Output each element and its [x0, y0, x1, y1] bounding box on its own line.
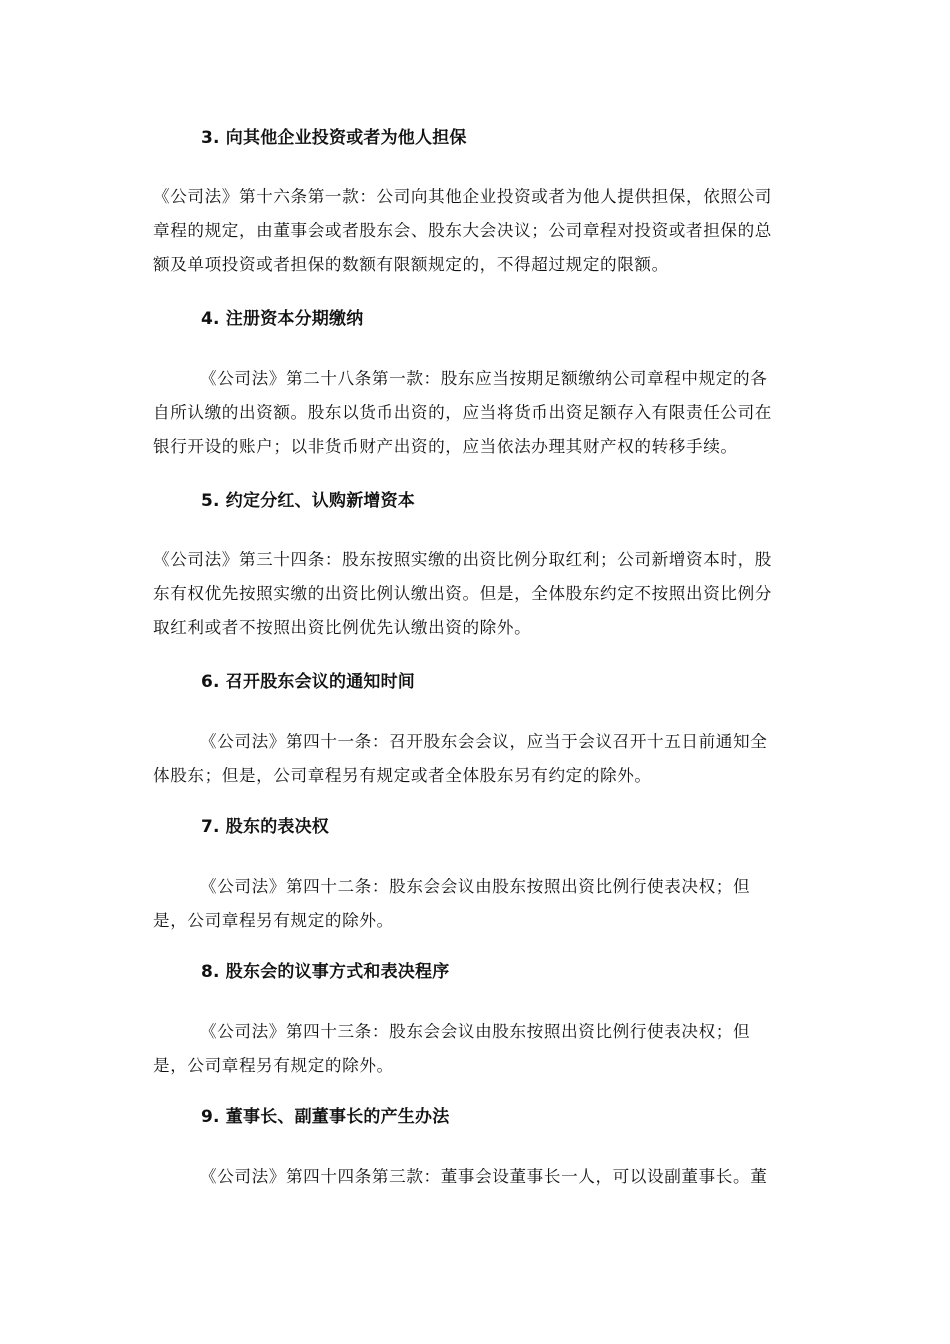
section-3-line-3: 额及单项投资或者担保的数额有限额规定的，不得超过规定的限额。	[153, 255, 669, 274]
section-3-paragraph	[153, 180, 817, 282]
section-3-heading: 3. 向其他企业投资或者为他人担保	[201, 128, 467, 148]
section-5-line-2: 东有权优先按照实缴的出资比例认缴出资。但是，全体股东约定不按照出资比例分	[153, 584, 772, 603]
section-8-line-1: 《公司法》第四十三条：股东会会议由股东按照出资比例行使表决权；但	[200, 1022, 751, 1041]
section-6-paragraph	[153, 725, 817, 793]
section-4-line-1: 《公司法》第二十八条第一款：股东应当按期足额缴纳公司章程中规定的各	[200, 369, 768, 388]
section-4-line-2: 自所认缴的出资额。股东以货币出资的，应当将货币出资足额存入有限责任公司在	[153, 403, 772, 422]
section-4-heading: 4. 注册资本分期缴纳	[201, 309, 364, 329]
section-7-heading: 7. 股东的表决权	[201, 817, 330, 837]
section-7-line-1: 《公司法》第四十二条：股东会会议由股东按照出资比例行使表决权；但	[200, 877, 751, 896]
section-3-line-1: 《公司法》第十六条第一款：公司向其他企业投资或者为他人提供担保，依照公司	[153, 187, 772, 206]
section-5-line-3: 取红利或者不按照出资比例优先认缴出资的除外。	[153, 618, 532, 637]
section-4-paragraph	[153, 362, 817, 464]
section-4-line-3: 银行开设的账户；以非货币财产出资的，应当依法办理其财产权的转移手续。	[153, 437, 738, 456]
section-5-paragraph	[153, 543, 817, 645]
section-7-line-2: 是，公司章程另有规定的除外。	[153, 911, 394, 930]
section-8-paragraph	[153, 1015, 817, 1083]
section-5-heading: 5. 约定分红、认购新增资本	[201, 491, 416, 511]
section-5-line-1: 《公司法》第三十四条：股东按照实缴的出资比例分取红利；公司新增资本时，股	[153, 550, 772, 569]
section-9-line-1: 《公司法》第四十四条第三款：董事会设董事长一人，可以设副董事长。董	[200, 1167, 768, 1186]
section-9-heading: 9. 董事长、副董事长的产生办法	[201, 1107, 450, 1127]
section-6-line-2: 体股东；但是，公司章程另有规定或者全体股东另有约定的除外。	[153, 766, 652, 785]
section-3-line-2: 章程的规定，由董事会或者股东会、股东大会决议；公司章程对投资或者担保的总	[153, 221, 772, 240]
section-6-line-1: 《公司法》第四十一条：召开股东会会议，应当于会议召开十五日前通知全	[200, 732, 768, 751]
section-6-heading: 6. 召开股东会议的通知时间	[201, 672, 416, 692]
section-9-paragraph	[153, 1160, 817, 1194]
section-7-paragraph	[153, 870, 817, 938]
section-8-line-2: 是，公司章程另有规定的除外。	[153, 1056, 394, 1075]
section-8-heading: 8. 股东会的议事方式和表决程序	[201, 962, 450, 982]
